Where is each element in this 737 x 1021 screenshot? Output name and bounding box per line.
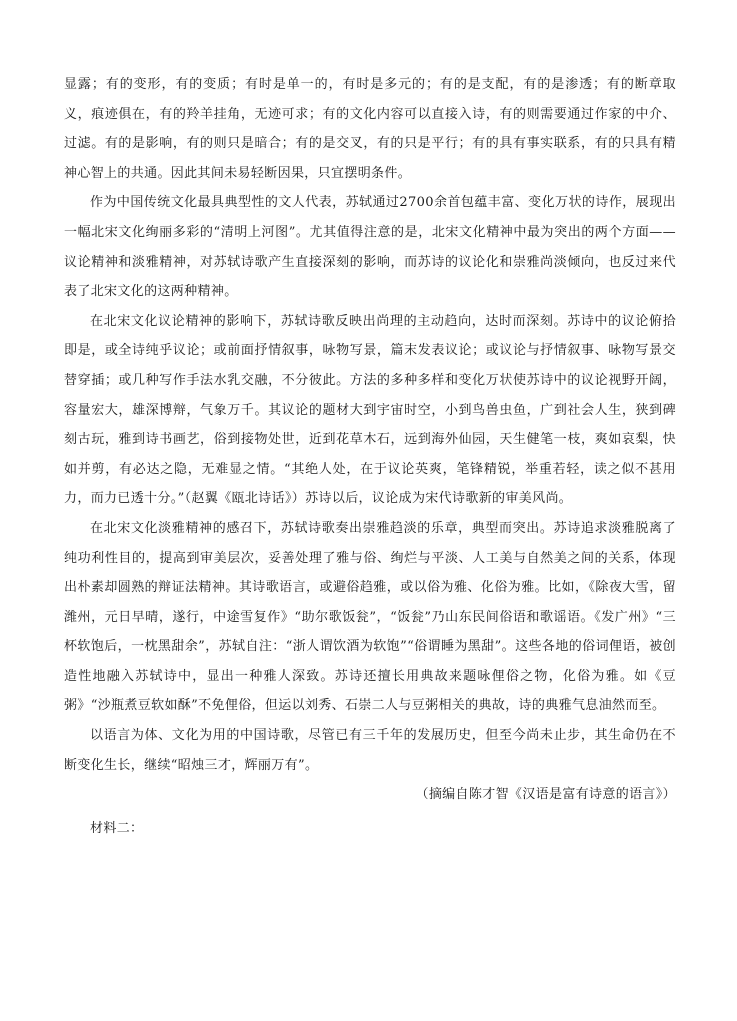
paragraph-continued: 显露；有的变形，有的变质；有时是单一的，有时是多元的；有的是支配，有的是渗透；有的断章取义，痕迹俱在，有的羚羊挂角，无迹可求；有的文化内容可以直接入诗，有的则需要通过作家的中介、过滤。有的是影响，有的则只是暗合；有的是交叉，有的只是平行；有的具有事实联系，有的只具有精神心智上的共通。因此其间未易轻断因果，只宜摆明条件。 <box>64 77 676 181</box>
paragraph-su-shi-intro: 作为中国传统文化最具典型性的文人代表，苏轼通过2700余首包蕴丰富、变化万状的诗作，展现出一幅北宋文化绚丽多彩的“清明上河图”。尤其值得注意的是，北宋文化精神中最为突出的两个方面——议论精神和淡雅精神，对苏轼诗歌产生直接深刻的影响，而苏诗的议论化和崇雅尚淡倾向，也反过来代表了北宋文化的这两种精神。 <box>64 195 676 300</box>
paragraph-elegant-spirit: 在北宋文化淡雅精神的感召下，苏轼诗歌奏出崇雅趋淡的乐章，典型而突出。苏诗追求淡雅脱离了纯功利性目的，提高到审美层次，妥善处理了雅与俗、绚烂与平淡、人工美与自然美之间的关系，体现出朴素却圆熟的辩证法精神。其诗歌语言，或避俗趋雅，或以俗为雅、化俗为雅。比如，《除夜大雪，留潍州，元日早晴，遂行，中途雪复作》“助尔歌饭瓮”，“饭瓮”乃山东民间俗语和歌谣语。《发广州》“三杯软饱后，一枕黑甜余”，苏轼自注：“浙人谓饮酒为软饱”“俗谓睡为黑甜”。这些各地的俗词俚语，被创造性地融入苏轼诗中，显出一种雅人深致。苏诗还擅长用典故来题咏俚俗之物，化俗为雅。如《豆粥》“沙瓶煮豆软如酥”不免俚俗，但运以刘秀、石崇二人与豆粥相关的典故，诗的典雅气息油然而至。 <box>64 520 676 714</box>
paragraph-conclusion: 以语言为体、文化为用的中国诗歌，尽管已有三千年的发展历史，但至今尚未止步，其生命仍在不断变化生长，继续“昭烛三才，辉丽万有”。 <box>64 728 676 773</box>
document-page <box>64 70 676 843</box>
paragraph-discursive-spirit: 在北宋文化议论精神的影响下，苏轼诗歌反映出尚理的主动趋向，达时而深刻。苏诗中的议论俯拾即是，或全诗纯乎议论；或前面抒情叙事，咏物写景，篇末发表议论；或议论与抒情叙事、咏物写景交替穿插；或几种写作手法水乳交融，不分彼此。方法的多种多样和变化万状使苏诗中的议论视野开阔，容量宏大，雄深博辩，气象万千。其议论的题材大到宇宙时空，小到鸟兽虫鱼，广到社会人生，狭到碑刻古玩，雅到诗书画艺，俗到接物处世，近到花草木石，远到海外仙园，天生健笔一枝，爽如哀梨，快如并剪，有必达之隐，无难显之情。“其绝人处，在于议论英爽，笔锋精锐，举重若轻，读之似不甚用力，而力已透十分。”（赵翼《瓯北诗话》）苏诗以后，议论成为宋代诗歌新的审美风尚。 <box>64 313 676 507</box>
material-two-label: 材料二： <box>90 820 144 836</box>
source-citation: （摘编自陈才智《汉语是富有诗意的语言》） <box>415 787 676 803</box>
